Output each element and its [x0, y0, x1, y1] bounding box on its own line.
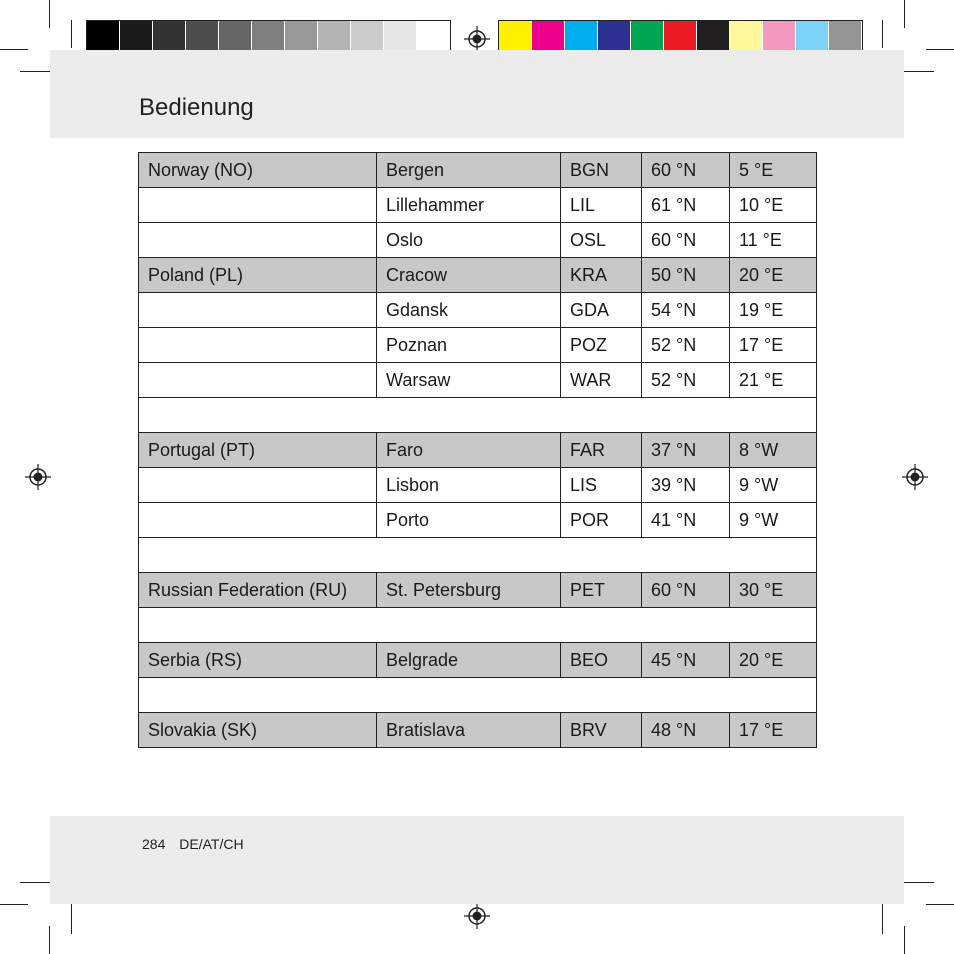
table-row: [139, 573, 817, 608]
country-cell: [139, 468, 377, 503]
crop-mark: [904, 71, 934, 72]
longitude-cell: 5 °E: [730, 153, 817, 188]
crop-mark: [20, 71, 50, 72]
country-cell: Portugal (PT): [139, 433, 377, 468]
table-spacer-row: [139, 398, 817, 433]
longitude-cell: 30 °E: [730, 573, 817, 608]
table-spacer-row: [139, 608, 817, 643]
country-cell: [139, 223, 377, 258]
city-cell: Porto: [377, 503, 561, 538]
country-cell: Slovakia (SK): [139, 713, 377, 748]
crop-mark: [926, 904, 954, 905]
country-cell: Poland (PL): [139, 258, 377, 293]
latitude-cell: 37 °N: [642, 433, 730, 468]
registration-mark-icon: [464, 26, 490, 52]
latitude-cell: 54 °N: [642, 293, 730, 328]
crop-mark: [904, 926, 905, 954]
longitude-cell: 20 °E: [730, 643, 817, 678]
footer-band: [50, 816, 904, 904]
code-cell: BEO: [561, 643, 642, 678]
table-row: [139, 293, 817, 328]
table-row: [139, 153, 817, 188]
code-cell: POZ: [561, 328, 642, 363]
latitude-cell: 45 °N: [642, 643, 730, 678]
code-cell: POR: [561, 503, 642, 538]
crop-mark: [71, 20, 72, 48]
city-cell: Faro: [377, 433, 561, 468]
country-cell: Russian Federation (RU): [139, 573, 377, 608]
crop-mark: [882, 20, 883, 48]
crop-mark: [0, 904, 28, 905]
city-cell: Belgrade: [377, 643, 561, 678]
spacer-cell: [139, 538, 817, 573]
airport-table-body: [139, 153, 817, 748]
crop-mark: [904, 0, 905, 28]
footer-locale: DE/AT/CH: [179, 836, 244, 852]
longitude-cell: 8 °W: [730, 433, 817, 468]
table-row: [139, 433, 817, 468]
crop-mark: [882, 904, 883, 934]
city-cell: Poznan: [377, 328, 561, 363]
code-cell: WAR: [561, 363, 642, 398]
country-cell: Norway (NO): [139, 153, 377, 188]
latitude-cell: 52 °N: [642, 363, 730, 398]
latitude-cell: 60 °N: [642, 573, 730, 608]
spacer-cell: [139, 678, 817, 713]
table-row: [139, 328, 817, 363]
crop-mark: [71, 904, 72, 934]
latitude-cell: 61 °N: [642, 188, 730, 223]
crop-mark: [49, 0, 50, 28]
code-cell: LIL: [561, 188, 642, 223]
airport-table: [138, 152, 817, 748]
longitude-cell: 11 °E: [730, 223, 817, 258]
city-cell: Lillehammer: [377, 188, 561, 223]
code-cell: PET: [561, 573, 642, 608]
city-cell: Cracow: [377, 258, 561, 293]
table-spacer-row: [139, 678, 817, 713]
longitude-cell: 9 °W: [730, 468, 817, 503]
country-cell: [139, 328, 377, 363]
latitude-cell: 50 °N: [642, 258, 730, 293]
code-cell: KRA: [561, 258, 642, 293]
crop-mark: [904, 882, 934, 883]
code-cell: LIS: [561, 468, 642, 503]
city-cell: Oslo: [377, 223, 561, 258]
country-cell: [139, 363, 377, 398]
latitude-cell: 39 °N: [642, 468, 730, 503]
country-cell: [139, 293, 377, 328]
longitude-cell: 20 °E: [730, 258, 817, 293]
crop-mark: [20, 882, 50, 883]
code-cell: FAR: [561, 433, 642, 468]
longitude-cell: 17 °E: [730, 713, 817, 748]
spacer-cell: [139, 608, 817, 643]
latitude-cell: 52 °N: [642, 328, 730, 363]
registration-mark-icon: [902, 464, 928, 490]
registration-mark-icon: [25, 464, 51, 490]
table-row: [139, 713, 817, 748]
city-cell: St. Petersburg: [377, 573, 561, 608]
table-row: [139, 503, 817, 538]
code-cell: GDA: [561, 293, 642, 328]
code-cell: BRV: [561, 713, 642, 748]
table-row: [139, 188, 817, 223]
table-row: [139, 223, 817, 258]
code-cell: OSL: [561, 223, 642, 258]
page-number: 284: [142, 836, 166, 852]
crop-mark: [926, 49, 954, 50]
latitude-cell: 60 °N: [642, 153, 730, 188]
table-row: [139, 643, 817, 678]
city-cell: Bratislava: [377, 713, 561, 748]
country-cell: [139, 503, 377, 538]
table-row: [139, 363, 817, 398]
longitude-cell: 21 °E: [730, 363, 817, 398]
longitude-cell: 10 °E: [730, 188, 817, 223]
latitude-cell: 48 °N: [642, 713, 730, 748]
spacer-cell: [139, 398, 817, 433]
table-row: [139, 468, 817, 503]
longitude-cell: 9 °W: [730, 503, 817, 538]
page-footer: [142, 836, 254, 852]
latitude-cell: 60 °N: [642, 223, 730, 258]
city-cell: Bergen: [377, 153, 561, 188]
code-cell: BGN: [561, 153, 642, 188]
city-cell: Gdansk: [377, 293, 561, 328]
crop-mark: [49, 926, 50, 954]
latitude-cell: 41 °N: [642, 503, 730, 538]
table-spacer-row: [139, 538, 817, 573]
country-cell: [139, 188, 377, 223]
page-title: Bedienung: [139, 94, 254, 121]
longitude-cell: 17 °E: [730, 328, 817, 363]
city-cell: Lisbon: [377, 468, 561, 503]
city-cell: Warsaw: [377, 363, 561, 398]
country-cell: Serbia (RS): [139, 643, 377, 678]
longitude-cell: 19 °E: [730, 293, 817, 328]
crop-mark: [0, 49, 28, 50]
registration-mark-icon: [464, 903, 490, 929]
table-row: [139, 258, 817, 293]
